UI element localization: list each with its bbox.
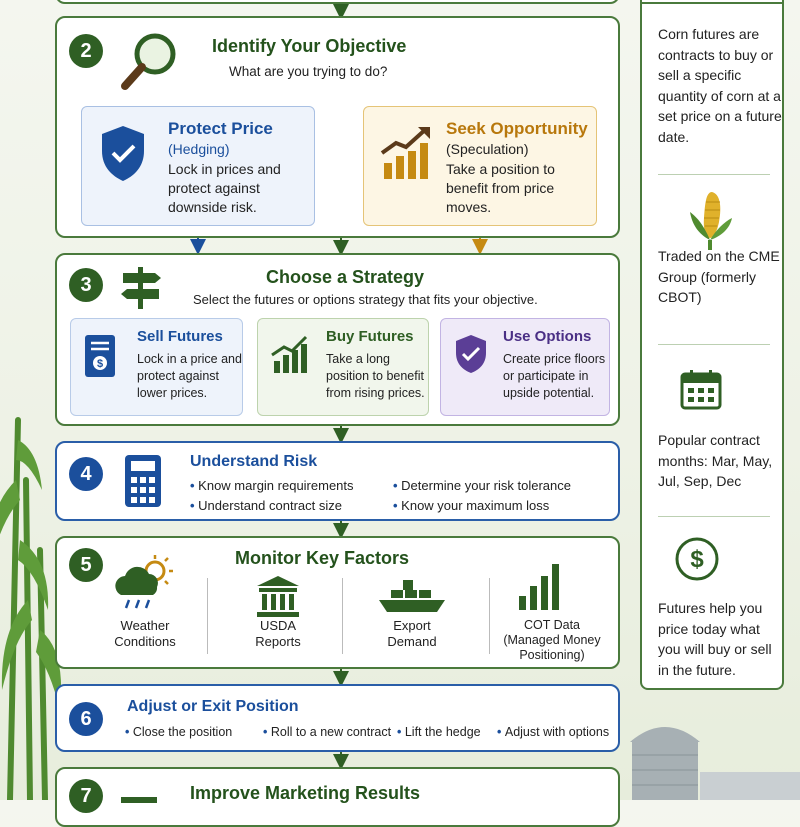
- corn-icon: [686, 188, 736, 252]
- step-title: Adjust or Exit Position: [127, 698, 299, 715]
- factor-label: Weather Conditions: [114, 618, 176, 649]
- step-question: What are you trying to do?: [229, 64, 388, 79]
- step-title: Improve Marketing Results: [190, 783, 421, 803]
- fact-months: Popular contract months: Mar, May, Jul, Sep, Dec: [658, 432, 773, 489]
- adjust-bullet: • Roll to a new contract: [263, 725, 391, 739]
- improve-icon: [119, 795, 159, 805]
- weather-icon: [113, 553, 175, 611]
- strategy-card-sell: [70, 318, 243, 416]
- step-number: 7: [69, 779, 103, 813]
- factor-label: Export Demand: [387, 618, 437, 649]
- step-subtitle: Select the futures or options strategy that fits your objective.: [193, 292, 538, 307]
- card-title: Protect Price: [168, 119, 273, 138]
- step1-panel: [55, 0, 620, 4]
- rising-chart-icon: [270, 333, 312, 375]
- step3-panel: [55, 253, 620, 426]
- card-text: Lock in a price and protect against lower prices.: [137, 352, 242, 400]
- adjust-bullet: • Lift the hedge: [397, 725, 481, 739]
- sidebar-divider: [658, 344, 770, 345]
- step-title: Identify Your Objective: [212, 36, 407, 56]
- card-text: Take a position to benefit from price moves.: [446, 161, 555, 215]
- fact-definition: Corn futures are contracts to buy or sell a specific quantity of corn at a set price on a future date.: [658, 26, 782, 145]
- factor-label: COT Data (Managed Money Positioning): [503, 618, 601, 662]
- sidebar-divider: [658, 174, 770, 175]
- step-number: 2: [69, 34, 103, 68]
- step-number: 4: [69, 457, 103, 491]
- factor-label: USDA Reports: [255, 618, 301, 649]
- fact-exchange: Traded on the CME Group (formerly CBOT): [658, 248, 780, 305]
- document-dollar-icon: [83, 333, 117, 379]
- card-text: Create price floors or participate in upside potential.: [503, 352, 606, 400]
- step-number: 6: [69, 702, 103, 736]
- step4-panel: [55, 441, 620, 521]
- risk-bullet: • Know margin requirements: [190, 478, 354, 493]
- card-subtitle: (Hedging): [168, 141, 230, 157]
- strategy-card-buy: [257, 318, 429, 416]
- svg-text:$: $: [690, 546, 704, 573]
- calendar-icon: [680, 368, 722, 410]
- card-text: Take a long position to benefit from rising prices.: [326, 352, 425, 400]
- step-title: Understand Risk: [190, 453, 318, 470]
- speculation-card: [363, 106, 597, 226]
- factor-divider: [342, 578, 343, 654]
- step5-panel: [55, 536, 620, 669]
- cargo-ship-icon: [377, 576, 447, 616]
- step-number: 5: [69, 548, 103, 582]
- facts-sidebar: [640, 0, 784, 690]
- card-subtitle: (Speculation): [446, 141, 529, 157]
- strategy-card-options: [440, 318, 610, 416]
- risk-bullet: • Know your maximum loss: [393, 498, 549, 513]
- shield-check-icon: [453, 333, 489, 375]
- card-title: Buy Futures: [326, 328, 414, 345]
- card-title: Sell Futures: [137, 328, 223, 345]
- fact-purpose: Futures help you price today what you will buy or sell in the future.: [658, 600, 772, 678]
- step-title: Monitor Key Factors: [235, 548, 410, 568]
- card-text: Lock in prices and protect against downside risk.: [168, 161, 281, 215]
- card-title: Seek Opportunity: [446, 119, 588, 138]
- step-title: Choose a Strategy: [266, 267, 425, 287]
- adjust-bullet: • Close the position: [125, 725, 232, 739]
- calculator-icon: [123, 453, 163, 509]
- dollar-icon: [674, 536, 720, 582]
- shield-icon: [98, 123, 148, 183]
- government-building-icon: [255, 574, 301, 618]
- factor-divider: [489, 578, 490, 654]
- svg-text:$: $: [96, 358, 104, 370]
- signpost-icon: [119, 265, 163, 309]
- step6-panel: [55, 684, 620, 752]
- step2-panel: [55, 16, 620, 238]
- adjust-bullet: • Adjust with options: [497, 725, 609, 739]
- card-title: Use Options: [503, 328, 592, 345]
- risk-bullet: • Determine your risk tolerance: [393, 478, 571, 493]
- step-number: 3: [69, 268, 103, 302]
- step7-panel: [55, 767, 620, 827]
- hedging-card: [81, 106, 315, 226]
- sidebar-divider: [658, 516, 770, 517]
- bar-chart-icon: [517, 562, 563, 610]
- risk-bullet: • Understand contract size: [190, 498, 342, 513]
- rising-chart-icon: [378, 123, 438, 183]
- magnifier-icon: [117, 28, 183, 94]
- factor-divider: [207, 578, 208, 654]
